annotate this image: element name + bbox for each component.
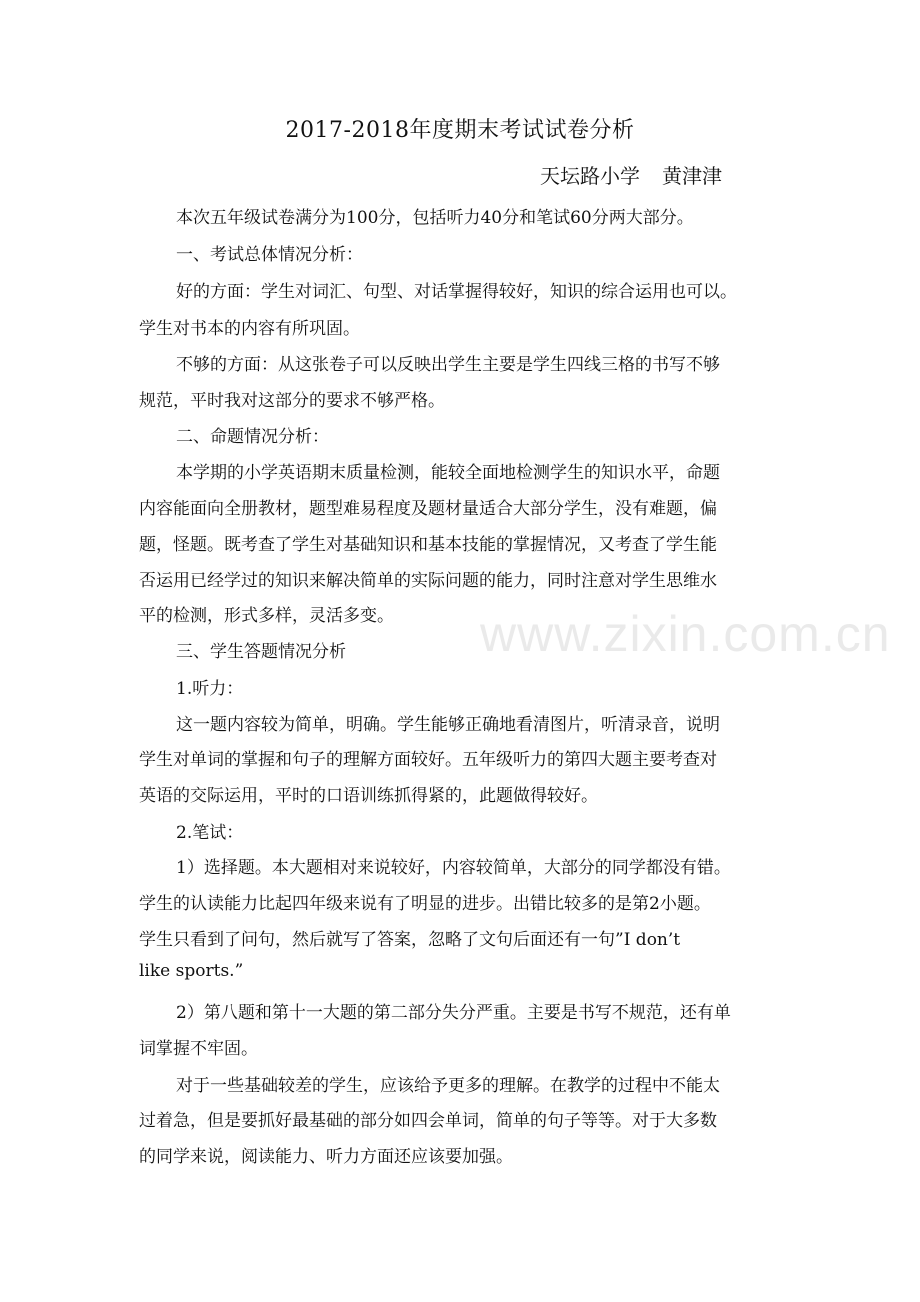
watermark: www.zixin.com.cn xyxy=(480,606,891,662)
paragraph-line: 学生只看到了问句，然后就写了答案，忽略了文句后面还有一句”I don’t xyxy=(139,930,681,950)
paragraph-line: 内容能面向全册教材，题型难易程度及题材量适合大部分学生，没有难题，偏 xyxy=(139,499,717,519)
section-heading: 二、命题情况分析： xyxy=(176,427,329,447)
paragraph-line: 本次五年级试卷满分为100分，包括听力40分和笔试60分两大部分。 xyxy=(176,208,694,228)
paragraph-line: 不够的方面：从这张卷子可以反映出学生主要是学生四线三格的书写不够 xyxy=(176,355,720,375)
paragraph-line: 否运用已经学过的知识来解决简单的实际问题的能力，同时注意对学生思维水 xyxy=(139,571,717,591)
document-title: 2017-2018年度期末考试试卷分析 xyxy=(285,118,635,143)
paragraph-line: 1）选择题。本大题相对来说较好，内容较简单，大部分的同学都没有错。 xyxy=(176,858,731,878)
paragraph-line: 过着急，但是要抓好最基础的部分如四会单词，简单的句子等等。对于大多数 xyxy=(139,1111,717,1131)
paragraph-line: 学生的认读能力比起四年级来说有了明显的进步。出错比较多的是第2小题。 xyxy=(139,894,711,914)
paragraph-line: 英语的交际运用，平时的口语训练抓得紧的，此题做得较好。 xyxy=(139,786,598,806)
paragraph-line: 对于一些基础较差的学生，应该给予更多的理解。在教学的过程中不能太 xyxy=(176,1076,720,1096)
author-name: 黄津津 xyxy=(662,164,722,188)
subsection-heading: 2.笔试： xyxy=(176,823,244,843)
paragraph-line: 规范，平时我对这部分的要求不够严格。 xyxy=(139,391,445,411)
paragraph-line: like sports.” xyxy=(139,961,244,981)
section-heading: 一、考试总体情况分析： xyxy=(176,245,363,265)
paragraph-line: 这一题内容较为简单，明确。学生能够正确地看清图片，听清录音，说明 xyxy=(176,715,720,735)
paragraph-line: 学生对单词的掌握和句子的理解方面较好。五年级听力的第四大题主要考查对 xyxy=(139,750,717,770)
paragraph-line: 2）第八题和第十一大题的第二部分失分严重。主要是书写不规范，还有单 xyxy=(176,1003,731,1023)
subsection-heading: 1.听力： xyxy=(176,679,244,699)
author-line xyxy=(540,160,722,189)
school-name: 天坛路小学 xyxy=(540,164,640,188)
paragraph-line: 学生对书本的内容有所巩固。 xyxy=(139,319,360,339)
paragraph-line: 平的检测，形式多样，灵活多变。 xyxy=(139,606,394,626)
section-heading: 三、学生答题情况分析 xyxy=(176,642,346,662)
paragraph-line: 词掌握不牢固。 xyxy=(139,1039,258,1059)
paragraph-line: 好的方面：学生对词汇、句型、对话掌握得较好，知识的综合运用也可以。 xyxy=(176,282,737,302)
paragraph-line: 题，怪题。既考查了学生对基础知识和基本技能的掌握情况，又考查了学生能 xyxy=(139,535,717,555)
paragraph-line: 本学期的小学英语期末质量检测，能较全面地检测学生的知识水平，命题 xyxy=(176,463,720,483)
paragraph-line: 的同学来说，阅读能力、听力方面还应该要加强。 xyxy=(139,1147,513,1167)
